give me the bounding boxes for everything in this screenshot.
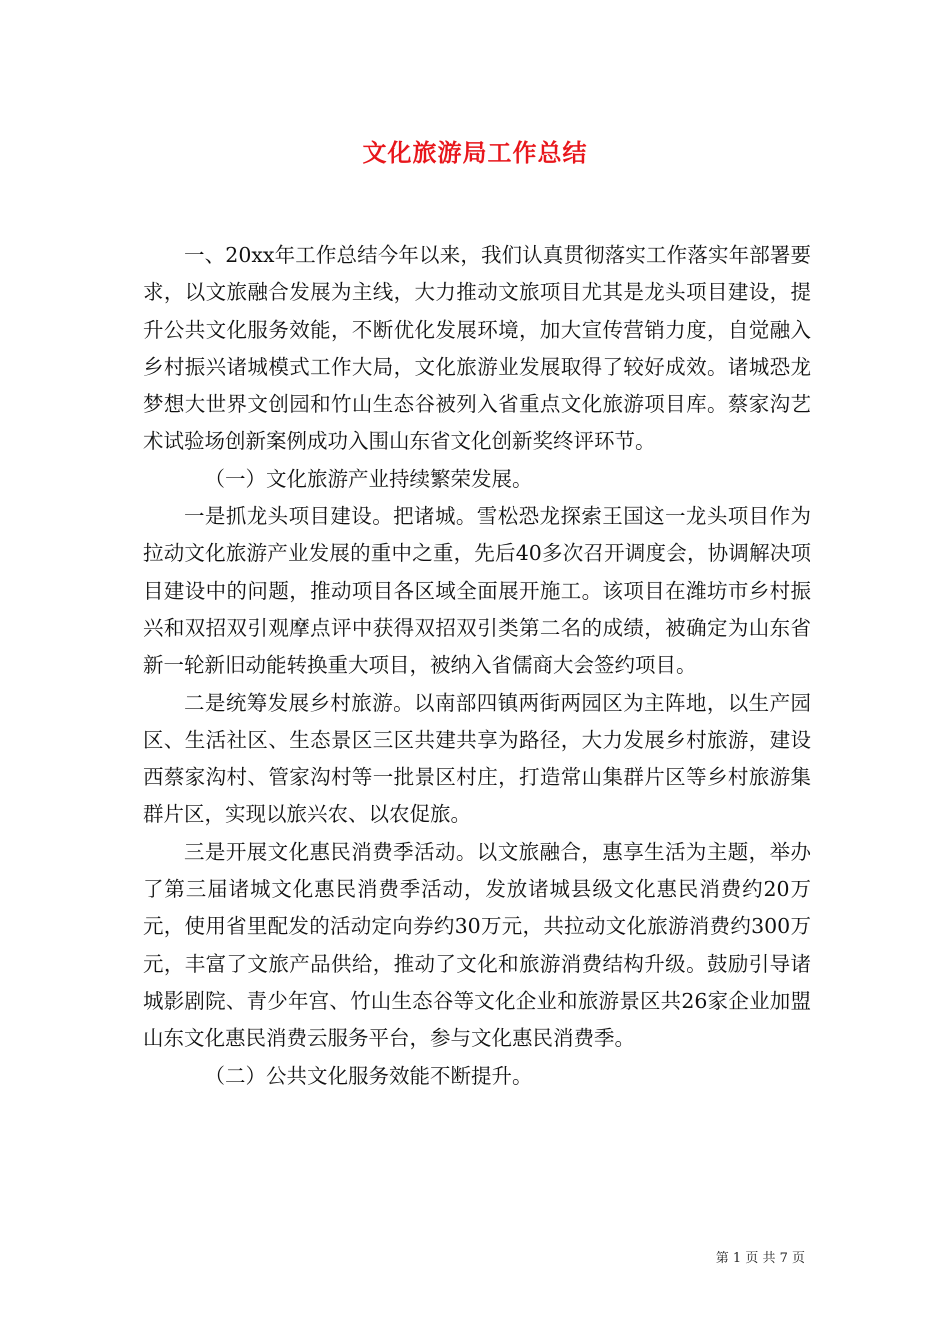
section-heading-2: （二）公共文化服务效能不断提升。 [204, 1063, 533, 1088]
page-number-footer: 第 1 页 共 7 页 [715, 1251, 805, 1266]
paragraph-item-1: 一是抓龙头项目建设。把诸城。雪松恐龙探索王国这一龙头项目作为拉动文化旅游产业发展的重中之重，先后40多次召开调度会，协调解决项目建设中的问题，推动项目各区域全面展开施工。该项目在潍坊市乡村振兴和双招双引观摩点评中获得双招双引类第二名的成绩，被确定为山东省新一轮新旧动能转换重大项目，被纳入省儒商大会签约项目。 [143, 504, 811, 678]
document-body [143, 237, 811, 1095]
section-heading-1: （一）文化旅游产业持续繁荣发展。 [204, 466, 533, 491]
document-title: 文化旅游局工作总结 [362, 138, 588, 167]
paragraph-item-3: 三是开展文化惠民消费季活动。以文旅融合，惠享生活为主题，举办了第三届诸城文化惠民消费季活动，发放诸城县级文化惠民消费约20万元，使用省里配发的活动定向券约30万元，共拉动文化旅游消费约300万元，丰富了文旅产品供给，推动了文化和旅游消费结构升级。鼓励引导诸城影剧院、青少年宫、竹山生态谷等文化企业和旅游景区共26家企业加盟山东文化惠民消费云服务平台，参与文化惠民消费季。 [143, 839, 811, 1051]
paragraph-item-2: 二是统筹发展乡村旅游。以南部四镇两街两园区为主阵地，以生产园区、生活社区、生态景区三区共建共享为路径，大力发展乡村旅游，建设西蔡家沟村、管家沟村等一批景区村庄，打造常山集群片区等乡村旅游集群片区，实现以旅兴农、以农促旅。 [143, 690, 811, 827]
paragraph-intro: 一、20xx年工作总结今年以来，我们认真贯彻落实工作落实年部署要求，以文旅融合发展为主线，大力推动文旅项目尤其是龙头项目建设，提升公共文化服务效能，不断优化发展环境，加大宣传营销力度，自觉融入乡村振兴诸城模式工作大局，文化旅游业发展取得了较好成效。诸城恐龙梦想大世界文创园和竹山生态谷被列入省重点文化旅游项目库。蔡家沟艺术试验场创新案例成功入围山东省文化创新奖终评环节。 [143, 243, 811, 454]
